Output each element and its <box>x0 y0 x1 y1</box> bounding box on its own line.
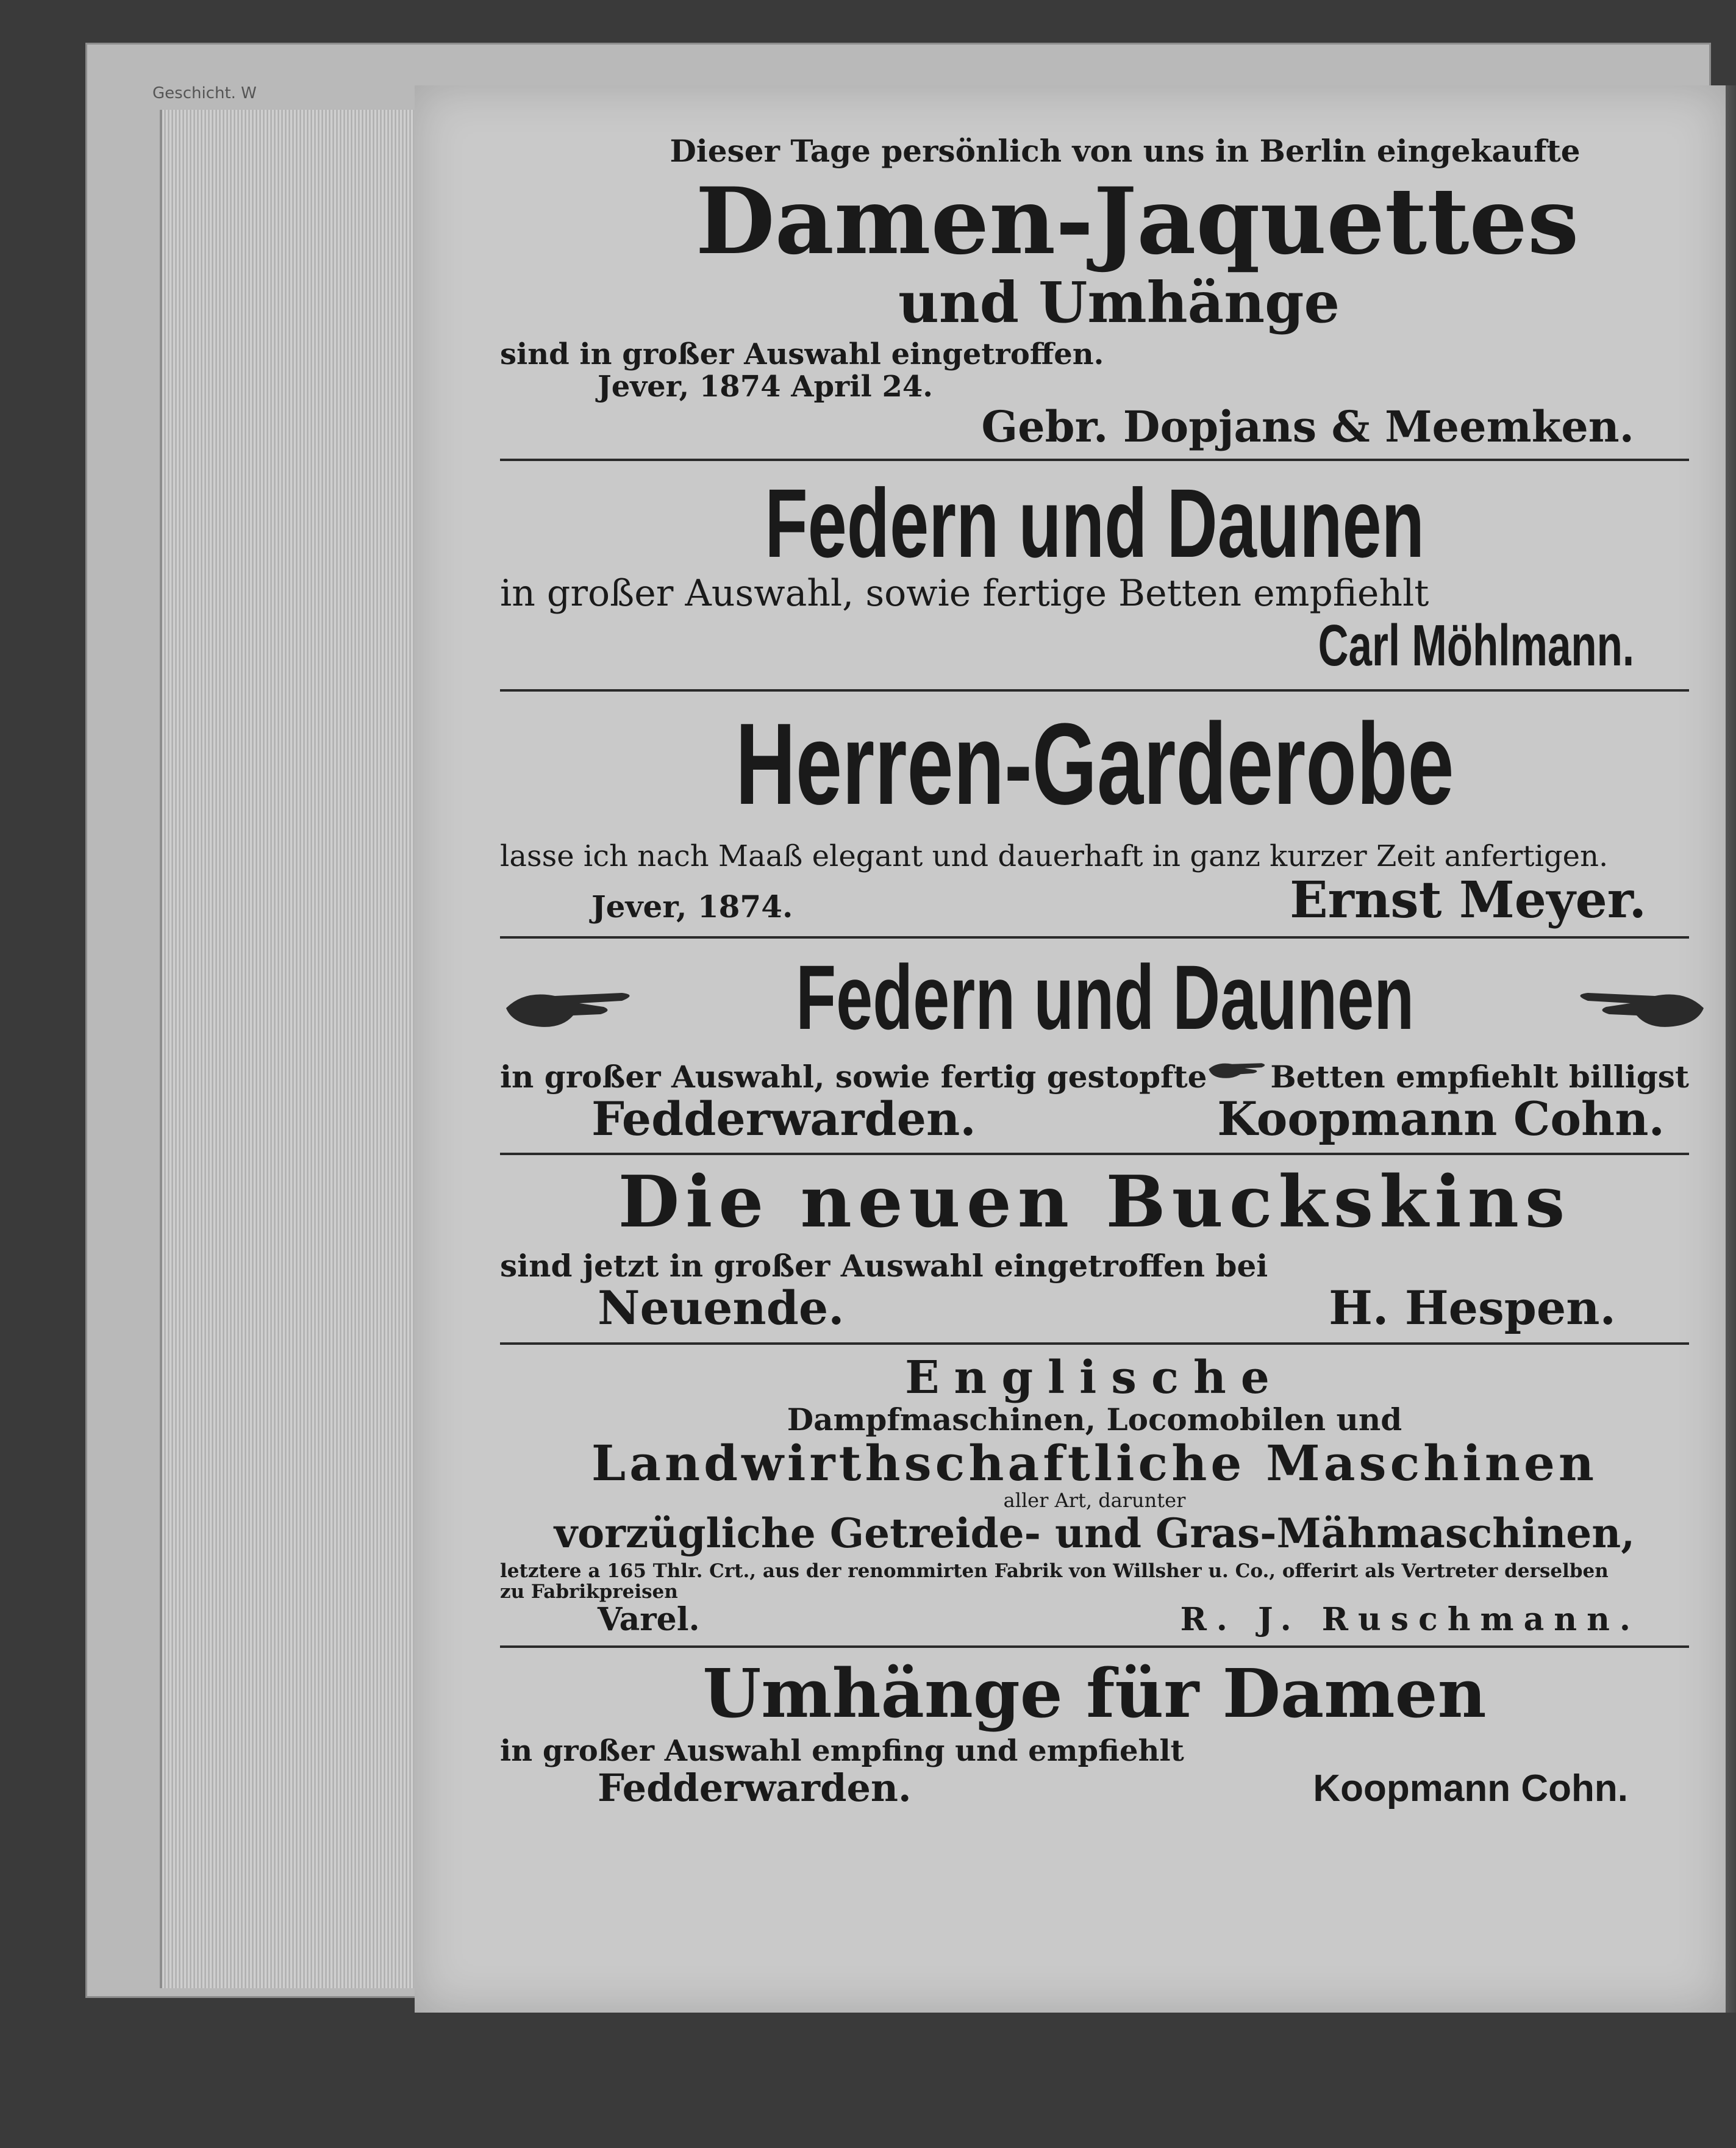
ad-place: Fedderwarden. <box>591 1091 976 1146</box>
ad-text: sind in großer Auswahl eingetroffen. <box>500 337 1104 372</box>
ad-line-3: Landwirthschaftliche Maschinen <box>591 1434 1598 1492</box>
pointing-hand-right-icon <box>500 972 646 1039</box>
ad-signature: Carl Möhlmann. <box>1318 612 1634 678</box>
ad-line-6: letztere a 165 Thlr. Crt., aus der renommirten Fabrik von Willsher u. Co., offerirt als Vertreter derselben <box>500 1559 1609 1582</box>
newspaper-page <box>415 85 1726 2013</box>
ad-line-7: zu Fabrikpreisen <box>500 1580 678 1603</box>
ad-signature: H. Hespen. <box>1329 1280 1616 1335</box>
ad-place-date: Jever, 1874 April 24. <box>598 369 933 404</box>
ad-place: Neuende. <box>598 1280 845 1335</box>
ad-umhaenge <box>500 1656 1689 1810</box>
pointing-hand-left-icon <box>1563 972 1710 1039</box>
divider <box>500 936 1689 939</box>
ad-text: in großer Auswahl empfing und empfiehlt <box>500 1734 1184 1769</box>
back-page-label: Geschicht. W <box>152 84 257 102</box>
ad-maschinen <box>500 1353 1689 1638</box>
divider <box>500 1153 1689 1155</box>
ad-line-4: aller Art, darunter <box>1003 1488 1186 1512</box>
divider <box>500 689 1689 692</box>
ad-text: lasse ich nach Maaß elegant und dauerhaft in ganz kurzer Zeit anfertigen. <box>500 839 1609 873</box>
ad-text: in großer Auswahl, sowie fertige Betten empfiehlt <box>500 571 1429 615</box>
divider <box>500 459 1689 461</box>
ad-damen-jaquettes <box>500 134 1689 450</box>
ad-intro: Dieser Tage persönlich von uns in Berlin eingekaufte <box>670 133 1581 169</box>
ad-signature: Koopmann Cohn. <box>1313 1767 1628 1810</box>
ad-headline: Federn und Daunen <box>765 468 1424 578</box>
ad-signature: Ernst Meyer. <box>1290 870 1646 929</box>
divider <box>500 1342 1689 1345</box>
ad-headline: Umhänge für Damen <box>702 1654 1487 1733</box>
ad-federn-moehlmann <box>500 470 1689 681</box>
ad-signature: Koopmann Cohn. <box>1217 1091 1665 1146</box>
divider <box>500 1645 1689 1648</box>
ad-signature: Gebr. Dopjans & Meemken. <box>981 401 1634 452</box>
ad-place: Varel. <box>598 1600 700 1638</box>
ad-text-left: in großer Auswahl, sowie fertig gestopfte <box>500 1058 1207 1095</box>
ad-place-date: Jever, 1874. <box>591 888 793 925</box>
ad-headline: Damen-Jaquettes <box>695 168 1579 275</box>
ad-headline: Federn und Daunen <box>795 945 1414 1048</box>
pointing-hand-small-icon <box>1207 1051 1270 1087</box>
ad-line-1: Englische <box>905 1351 1284 1404</box>
ad-buckskins <box>500 1161 1689 1335</box>
ad-place: Fedderwarden. <box>598 1765 912 1810</box>
ad-signature: R. J. Ruschmann. <box>1180 1600 1640 1638</box>
page-edges <box>160 110 418 1988</box>
ad-line-2: Dampfmaschinen, Locomobilen und <box>787 1401 1402 1437</box>
ad-herren-garderobe <box>500 700 1689 928</box>
ad-headline: Die neuen Buckskins <box>618 1161 1571 1244</box>
advertisements <box>500 134 1689 1810</box>
ad-text-right: Betten empfiehlt billigst <box>1270 1058 1689 1095</box>
ad-headline: Herren-Garderobe <box>735 699 1454 829</box>
ad-text: sind jetzt in großer Auswahl eingetroffen bei <box>500 1247 1268 1284</box>
ad-line-5: vorzügliche Getreide- und Gras-Mähmaschinen, <box>554 1509 1635 1558</box>
ad-subheadline: und Umhänge <box>898 270 1340 335</box>
ad-federn-cohn <box>500 947 1689 1145</box>
